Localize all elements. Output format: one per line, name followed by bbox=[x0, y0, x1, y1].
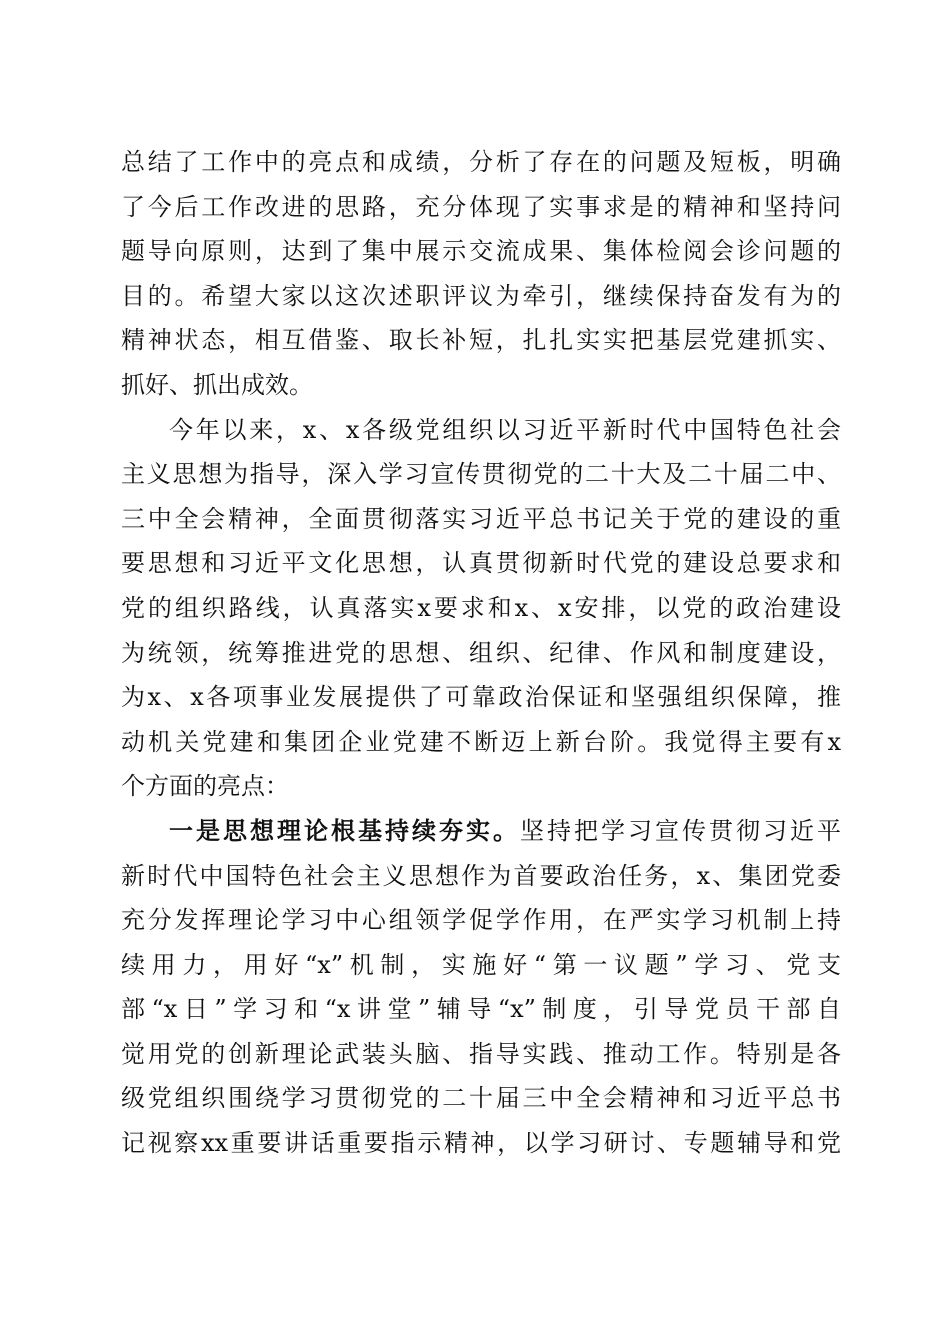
paragraph-2-line-2: 主义思想为指导，深入学习宣传贯彻党的二十大及二十届二中、 bbox=[121, 460, 841, 489]
paragraph-2-line-4: 要思想和习近平文化思想，认真贯彻新时代党的建设总要求和 bbox=[121, 549, 841, 578]
paragraph-3-line-6: 觉用党的创新理论武装头脑、指导实践、推动工作。特别是各 bbox=[121, 1039, 841, 1068]
paragraph-2-line-8: 动机关党建和集团企业党建不断迈上新台阶。我觉得主要有x bbox=[121, 727, 841, 756]
paragraph-2-line-7: 为x、x各项事业发展提供了可靠政治保证和坚强组织保障，推 bbox=[121, 683, 841, 712]
paragraph-3-line-7: 级党组织围绕学习贯彻党的二十届三中全会精神和习近平总书 bbox=[121, 1084, 841, 1113]
paragraph-3-lead-text: 坚持把学习宣传贯彻习近平 bbox=[520, 816, 841, 845]
paragraph-3-line-8: 记视察xx重要讲话重要指示精神，以学习研讨、专题辅导和党 bbox=[121, 1129, 841, 1158]
paragraph-1-line-6: 抓好、抓出成效。 bbox=[121, 370, 313, 399]
paragraph-3-line-4: 续用力，用好“x”机制，实施好“第一议题”学习、党支 bbox=[121, 950, 841, 979]
paragraph-2-line-9: 个方面的亮点： bbox=[121, 772, 289, 801]
paragraph-3-line-5: 部“x日”学习和“x讲堂”辅导“x”制度，引导党员干部自 bbox=[121, 995, 841, 1024]
paragraph-3-line-3: 充分发挥理论学习中心组领学促学作用，在严实学习机制上持 bbox=[121, 906, 841, 935]
paragraph-1-line-1: 总结了工作中的亮点和成绩，分析了存在的问题及短板，明确 bbox=[121, 148, 841, 176]
paragraph-2-line-3: 三中全会精神，全面贯彻落实习近平总书记关于党的建设的重 bbox=[121, 504, 841, 533]
paragraph-3-line-1 bbox=[121, 809, 841, 854]
paragraph-3-line-2: 新时代中国特色社会主义思想作为首要政治任务，x、集团党委 bbox=[121, 861, 841, 890]
paragraph-2-line-6: 为统领，统筹推进党的思想、组织、纪律、作风和制度建设， bbox=[121, 638, 841, 667]
paragraph-1-line-4: 目的。希望大家以这次述职评议为牵引，继续保持奋发有为的 bbox=[121, 281, 841, 310]
paragraph-2-line-1: 今年以来，x、x各级党组织以习近平新时代中国特色社会 bbox=[169, 415, 841, 444]
paragraph-1-line-5: 精神状态，相互借鉴、取长补短，扎扎实实把基层党建抓实、 bbox=[121, 326, 841, 355]
paragraph-2-line-5: 党的组织路线，认真落实x要求和x、x安排，以党的政治建设 bbox=[121, 593, 841, 622]
paragraph-1-line-2: 了今后工作改进的思路，充分体现了实事求是的精神和坚持问 bbox=[121, 192, 841, 221]
paragraph-3-heading: 一是思想理论根基持续夯实。 bbox=[169, 815, 520, 845]
paragraph-1-line-3: 题导向原则，达到了集中展示交流成果、集体检阅会诊问题的 bbox=[121, 237, 841, 266]
document-body bbox=[121, 140, 841, 1166]
